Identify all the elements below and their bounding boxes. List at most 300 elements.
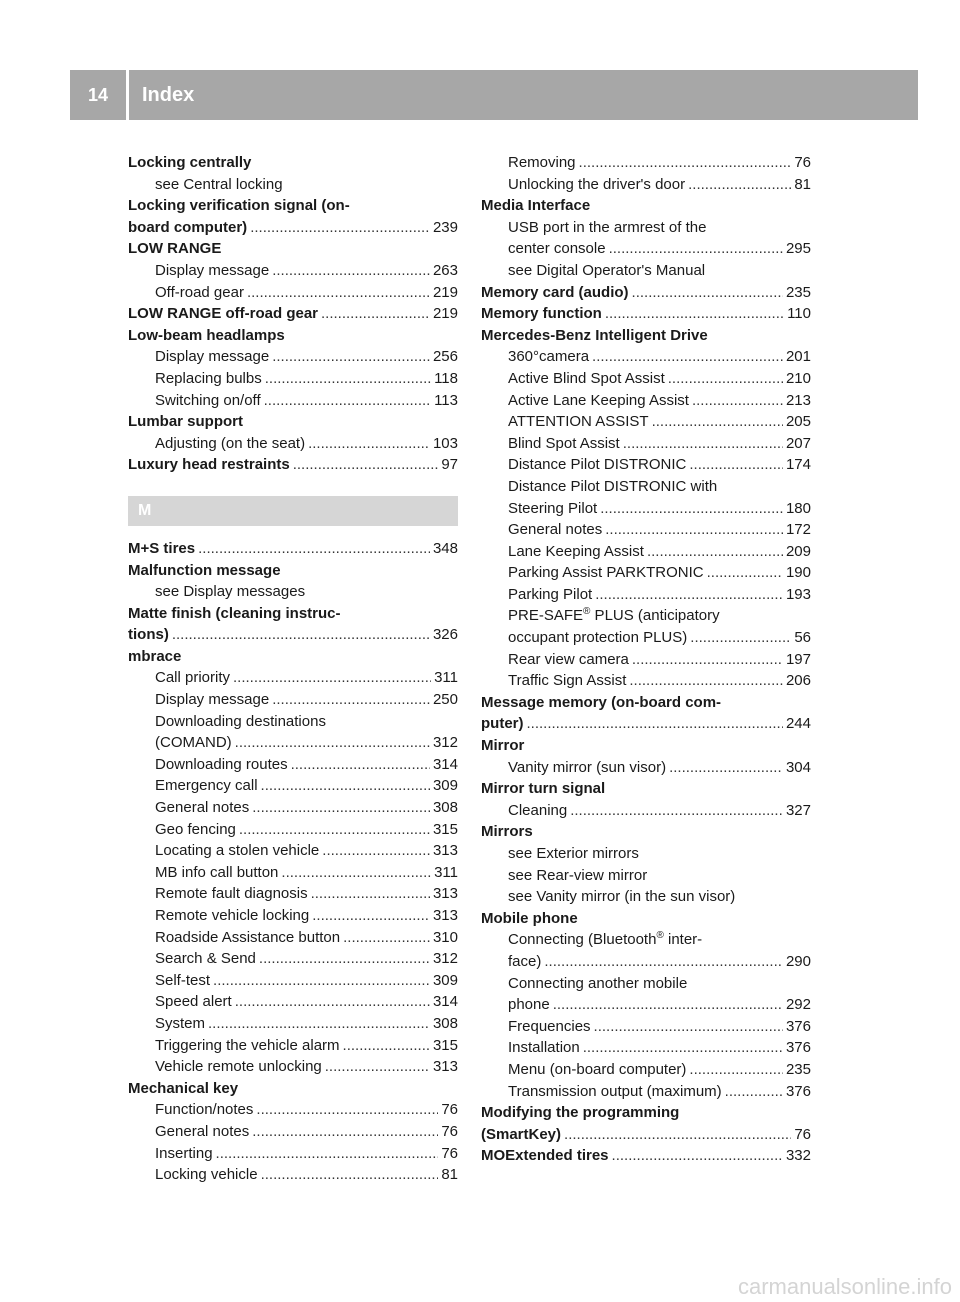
page-ref: 327 [785, 801, 811, 819]
entry-label: Inserting [155, 1144, 213, 1162]
entry-text [128, 538, 195, 560]
index-subentry [128, 948, 458, 970]
page-ref: 309 [432, 777, 458, 795]
index-subentry [128, 1035, 458, 1057]
entry-text [128, 624, 169, 646]
index-subentry [128, 711, 458, 733]
entry-label: Call priority [155, 669, 231, 687]
entry-label: Locating a stolen vehicle [155, 842, 320, 860]
entry-label: face) [508, 952, 542, 970]
entry-text [508, 411, 649, 433]
entry-text [481, 325, 708, 347]
entry-label: System [155, 1014, 206, 1032]
leader-dots [688, 174, 791, 196]
entry-label: Connecting (Bluetooth [508, 931, 657, 949]
entry-text [128, 325, 285, 347]
entry-text [508, 886, 735, 908]
entries-before-section [128, 152, 458, 476]
entry-label: Function/notes [155, 1101, 254, 1119]
leader-dots [198, 538, 430, 560]
entry-label: (SmartKey) [481, 1125, 562, 1143]
entry-text [128, 152, 251, 174]
entry-text [155, 689, 269, 711]
entry-label: M+S tires [128, 539, 196, 557]
page-ref: 76 [794, 154, 811, 171]
entry-text [155, 711, 326, 733]
entry-label: LOW RANGE [128, 240, 222, 258]
entries-right [481, 152, 811, 1167]
page-ref: 315 [432, 820, 458, 838]
page-ref: 209 [785, 542, 811, 560]
index-entry [128, 303, 458, 325]
index-subentry [481, 433, 811, 455]
entry-label: Blind Spot Assist [508, 434, 620, 452]
registered-mark: ® [656, 930, 664, 942]
page-ref: 190 [785, 564, 811, 582]
page-ref: 76 [794, 1125, 811, 1143]
entry-label: occupant protection PLUS) [508, 629, 688, 647]
entry-text [508, 800, 567, 822]
entry-label: Display message [155, 348, 270, 366]
page-ref: 210 [785, 369, 811, 387]
page-ref: 256 [432, 348, 458, 366]
entry-text [508, 670, 626, 692]
page-ref: 304 [785, 758, 811, 776]
index-subentry [128, 689, 458, 711]
index-subentry [128, 927, 458, 949]
index-subentry [481, 217, 811, 239]
leader-dots [579, 152, 792, 174]
leader-dots [343, 1035, 430, 1057]
index-entry [128, 454, 458, 476]
entry-text [155, 1056, 322, 1078]
entry-label: Traffic Sign Assist [508, 672, 627, 690]
entry-label: (COMAND) [155, 734, 232, 752]
entry-label: Display message [155, 261, 270, 279]
section-letter: M [138, 501, 152, 519]
page-ref: 348 [432, 539, 458, 557]
page-title: Index [142, 84, 195, 106]
entry-label: Off-road gear [155, 283, 244, 301]
index-subentry [481, 498, 811, 520]
page-ref: 172 [785, 521, 811, 539]
index-entry [481, 282, 811, 304]
leader-dots [725, 1081, 783, 1103]
entry-label: phone [508, 996, 550, 1014]
entry-text [155, 1013, 205, 1035]
entry-label: Low-beam headlamps [128, 326, 285, 344]
entry-text [155, 991, 232, 1013]
leader-dots [261, 1164, 439, 1186]
entry-text [508, 929, 702, 951]
page-ref: 311 [434, 863, 458, 881]
leader-dots [609, 238, 783, 260]
leader-dots [689, 1059, 783, 1081]
leader-dots [689, 454, 783, 476]
index-subentry [128, 433, 458, 455]
index-subentry [128, 883, 458, 905]
entry-text [155, 862, 278, 884]
page-ref: 219 [432, 305, 458, 323]
leader-dots [629, 670, 783, 692]
index-entry [128, 217, 458, 239]
index-entry [481, 908, 811, 930]
entry-text [508, 562, 704, 584]
leader-dots [216, 1143, 439, 1165]
index-entry [481, 325, 811, 347]
page-ref: 292 [785, 996, 811, 1014]
index-subentry [481, 562, 811, 584]
index-entry [128, 560, 458, 582]
leader-dots [692, 390, 783, 412]
leader-dots [281, 862, 431, 884]
section-header-m [128, 496, 458, 526]
index-entry [481, 778, 811, 800]
index-subentry [128, 840, 458, 862]
page-ref: 313 [432, 885, 458, 903]
leader-dots [235, 732, 430, 754]
index-entry [481, 1145, 811, 1167]
entry-text [155, 1164, 258, 1186]
index-entry [128, 238, 458, 260]
entry-label: General notes [155, 799, 250, 817]
index-subentry [128, 991, 458, 1013]
entry-label: Active Lane Keeping Assist [508, 391, 689, 409]
index-entry [128, 624, 458, 646]
index-subentry [481, 174, 811, 196]
entry-text [155, 282, 244, 304]
page-ref: 376 [785, 1017, 811, 1035]
index-subentry [481, 800, 811, 822]
entry-label: Transmission output (maximum) [508, 1082, 722, 1100]
page-ref: 207 [785, 434, 811, 452]
entry-label: Remote fault diagnosis [155, 885, 308, 903]
leader-dots [250, 217, 430, 239]
index-subentry [481, 260, 811, 282]
index-subentry [128, 775, 458, 797]
index-subentry [128, 667, 458, 689]
index-subentry [128, 346, 458, 368]
page-ref: 314 [432, 755, 458, 773]
leader-dots [291, 754, 430, 776]
entry-text [128, 454, 290, 476]
entry-label: General notes [155, 1122, 250, 1140]
entry-label: Rear view camera [508, 650, 629, 668]
watermark: carmanualsonline.info [737, 1274, 952, 1299]
entry-label: Mirror turn signal [481, 780, 606, 798]
leader-dots [264, 390, 431, 412]
entry-text [508, 238, 606, 260]
leader-dots [293, 454, 439, 476]
page-number: 14 [87, 85, 109, 105]
page-ref: 103 [432, 434, 458, 452]
entry-text [508, 260, 705, 282]
index-entry [481, 821, 811, 843]
index-subentry [481, 757, 811, 779]
leader-dots [669, 757, 783, 779]
page-ref: 174 [785, 456, 811, 474]
entry-text [508, 476, 717, 498]
entry-label: Message memory (on-board com- [481, 693, 722, 711]
leader-dots [583, 1037, 783, 1059]
entry-label: Memory function [481, 305, 602, 323]
entry-text [508, 584, 592, 606]
entry-text [508, 865, 647, 887]
entry-label: Locking vehicle [155, 1166, 258, 1184]
leader-dots [592, 346, 783, 368]
page-ref: 56 [794, 629, 811, 647]
entry-label: Mobile phone [481, 909, 578, 927]
index-subentry [481, 454, 811, 476]
entries-after-section [128, 538, 458, 1186]
entry-text [155, 581, 305, 603]
page-ref: 263 [432, 261, 458, 279]
entry-label: puter) [481, 715, 524, 733]
index-subentry [128, 1013, 458, 1035]
entry-label: Steering Pilot [508, 499, 598, 517]
entry-text [128, 646, 181, 668]
entry-label: Mirror [481, 737, 525, 755]
entry-label: Display message [155, 691, 270, 709]
index-subentry [128, 905, 458, 927]
index-column-left [128, 152, 458, 1186]
index-column-right [481, 152, 811, 1167]
entry-text [481, 778, 605, 800]
index-entry [481, 303, 811, 325]
page-ref: 314 [432, 993, 458, 1011]
leader-dots [553, 994, 783, 1016]
page-ref: 76 [441, 1122, 458, 1140]
page-ref: 118 [434, 369, 458, 387]
page-ref: 376 [785, 1039, 811, 1057]
entry-text [155, 948, 256, 970]
index-entry [128, 603, 458, 625]
index-subentry [481, 649, 811, 671]
page-ref: 201 [785, 348, 811, 366]
entry-label: MOExtended tires [481, 1147, 609, 1165]
entry-label: Locking centrally [128, 154, 252, 171]
index-entry [128, 1078, 458, 1100]
leader-dots [208, 1013, 430, 1035]
index-subentry [481, 238, 811, 260]
page-ref: 311 [434, 669, 458, 687]
entry-text [155, 1143, 213, 1165]
entry-label: Memory card (audio) [481, 283, 629, 301]
entry-text [155, 1099, 253, 1121]
entry-label: Speed alert [155, 993, 232, 1011]
entry-label: see Exterior mirrors [508, 845, 639, 862]
entry-label: Parking Pilot [508, 585, 593, 603]
index-subentry [128, 1056, 458, 1078]
leader-dots [544, 951, 783, 973]
leader-dots [233, 667, 431, 689]
entry-text [155, 346, 269, 368]
index-entry [481, 1124, 811, 1146]
leader-dots [632, 649, 783, 671]
entry-label: Lumbar support [128, 413, 243, 431]
index-entry [128, 195, 458, 217]
entry-text [481, 1145, 609, 1167]
entry-text [508, 498, 597, 520]
entry-text [508, 1037, 580, 1059]
entry-text [508, 843, 639, 865]
entry-text [508, 519, 602, 541]
leader-dots [605, 303, 784, 325]
page-ref: 250 [432, 691, 458, 709]
entry-label: see Display messages [155, 583, 306, 601]
index-subentry [481, 368, 811, 390]
entry-label: Search & Send [155, 950, 256, 968]
entry-label: Menu (on-board computer) [508, 1060, 687, 1078]
index-subentry [481, 994, 811, 1016]
entry-text [155, 905, 309, 927]
entry-text [155, 797, 249, 819]
index-subentry [128, 732, 458, 754]
entry-label: General notes [508, 521, 603, 539]
index-entry [481, 713, 811, 735]
entry-text [481, 303, 602, 325]
leader-dots [600, 498, 783, 520]
leader-dots [239, 819, 430, 841]
entry-text [128, 560, 281, 582]
entry-label: Connecting another mobile [508, 974, 688, 992]
page-ref: 326 [432, 626, 458, 644]
index-subentry [128, 819, 458, 841]
entry-text [508, 368, 665, 390]
entry-label: Vanity mirror (sun visor) [508, 758, 667, 776]
leader-dots [594, 1016, 783, 1038]
index-subentry [481, 346, 811, 368]
page-ref: 309 [432, 971, 458, 989]
index-subentry [481, 152, 811, 174]
entry-text [155, 1121, 249, 1143]
entry-label: see Rear-view mirror [508, 866, 648, 884]
entry-label: Downloading destinations [155, 712, 326, 730]
leader-dots [322, 840, 430, 862]
entry-text [128, 603, 341, 625]
entry-text [508, 390, 689, 412]
index-subentry [128, 1143, 458, 1165]
entry-text [508, 541, 644, 563]
page-ref: 219 [432, 283, 458, 301]
entry-label: Self-test [155, 971, 211, 989]
entry-label: Vehicle remote unlocking [155, 1058, 322, 1076]
entry-label: Replacing bulbs [155, 369, 262, 387]
page-ref: 313 [432, 907, 458, 924]
entry-label: MB info call button [155, 863, 279, 881]
entry-label: USB port in the armrest of the [508, 218, 707, 236]
index-subentry [481, 843, 811, 865]
entry-text [155, 1035, 340, 1057]
leader-dots [259, 948, 430, 970]
leader-dots [272, 689, 430, 711]
entry-text [128, 303, 318, 325]
index-subentry [128, 862, 458, 884]
entry-label: Distance Pilot DISTRONIC [508, 456, 687, 474]
page-ref: 312 [432, 950, 458, 968]
entry-label: Lane Keeping Assist [508, 542, 644, 560]
page-ref: 244 [785, 715, 811, 733]
entry-text [508, 174, 685, 196]
leader-dots [632, 282, 783, 304]
index-entry [128, 646, 458, 668]
entry-text [508, 1081, 722, 1103]
index-entry [481, 735, 811, 757]
index-subentry [128, 174, 458, 196]
index-entry [128, 538, 458, 560]
leader-dots [272, 260, 430, 282]
entry-text [155, 174, 283, 196]
leader-dots [213, 970, 430, 992]
page-ref: 308 [432, 799, 458, 817]
entry-text [508, 1059, 686, 1081]
leader-dots [612, 1145, 783, 1167]
leader-dots [605, 519, 783, 541]
entry-label: tions) [128, 626, 169, 644]
entry-text [508, 757, 666, 779]
page-ref: 76 [441, 1101, 458, 1119]
page-ref: 313 [432, 842, 458, 860]
index-subentry [128, 1099, 458, 1121]
entry-text [155, 970, 210, 992]
page-ref: 97 [441, 456, 458, 474]
page-ref: 235 [785, 1060, 811, 1078]
leader-dots [308, 433, 430, 455]
entry-label: Matte finish (cleaning instruc- [128, 604, 341, 622]
entry-label: Geo fencing [155, 820, 236, 838]
index-entry [481, 1102, 811, 1124]
leader-dots [690, 627, 791, 649]
page-ref: 76 [441, 1144, 458, 1162]
leader-dots [256, 1099, 438, 1121]
index-subentry [128, 282, 458, 304]
entry-label: Unlocking the driver's door [508, 175, 686, 193]
entry-label: Mercedes-Benz Intelligent Drive [481, 326, 708, 344]
entry-label: see Digital Operator's Manual [508, 261, 706, 279]
entry-text [128, 238, 221, 260]
leader-dots [564, 1124, 791, 1146]
entry-label: Distance Pilot DISTRONIC with [508, 477, 718, 495]
entry-label: LOW RANGE off-road gear [128, 305, 318, 323]
leader-dots [325, 1056, 430, 1078]
index-subentry [128, 1121, 458, 1143]
page-header [70, 70, 918, 120]
index-subentry [481, 1081, 811, 1103]
page-ref: 197 [785, 650, 811, 668]
index-subentry [481, 411, 811, 433]
entry-label: Cleaning [508, 801, 568, 819]
leader-dots [652, 411, 783, 433]
index-subentry [128, 581, 458, 603]
entry-text [128, 411, 243, 433]
leader-dots [570, 800, 783, 822]
page-ref: 310 [432, 928, 458, 946]
entry-text [128, 195, 350, 217]
index-subentry [128, 970, 458, 992]
leader-dots [261, 775, 430, 797]
entry-text [155, 667, 230, 689]
leader-dots [252, 1121, 438, 1143]
page-ref: 213 [785, 391, 811, 409]
entry-label: PRE-SAFE [508, 607, 584, 625]
page-ref: 206 [785, 672, 811, 690]
entry-text [155, 390, 261, 412]
index-subentry [481, 951, 811, 973]
entry-text [508, 454, 686, 476]
entry-text [508, 217, 706, 239]
leader-dots [311, 883, 430, 905]
entry-text [508, 994, 550, 1016]
